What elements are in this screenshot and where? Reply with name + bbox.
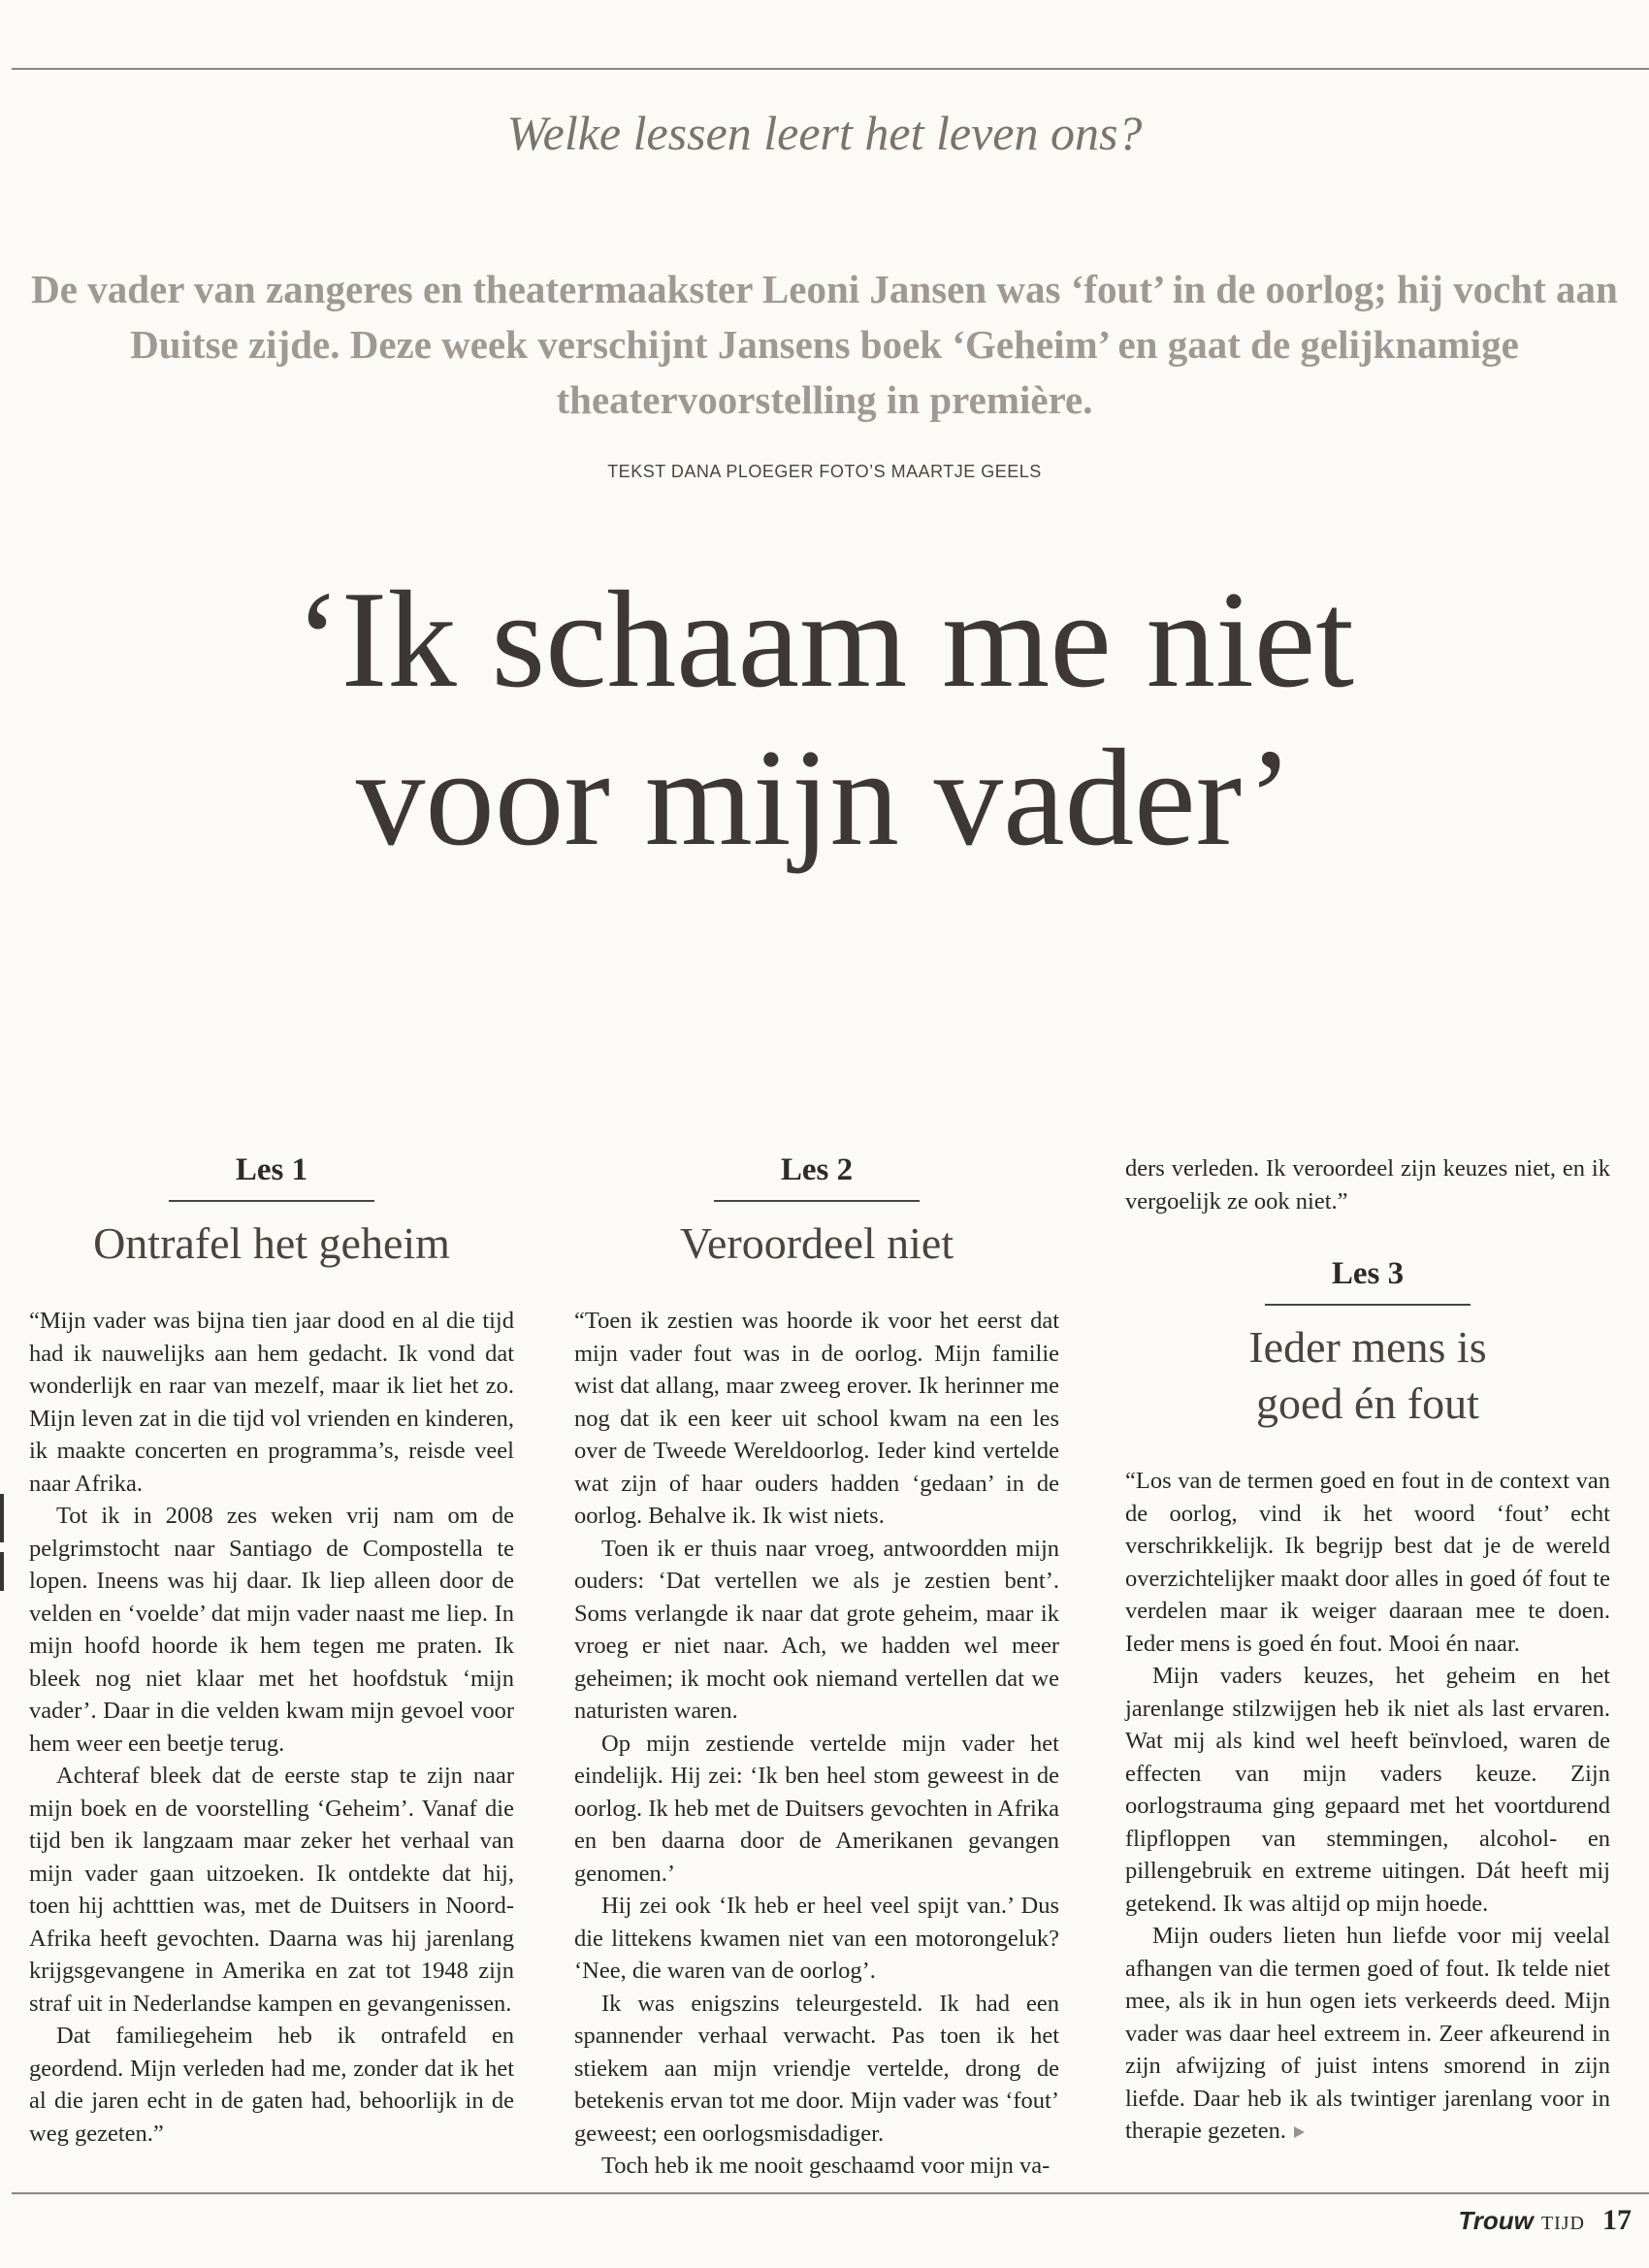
paragraph: “Mijn vader was bijna tien jaar dood en al die tijd had ik nauwelijks aan hem gedacht. Ik vond dat wonderlijk en raar van mezelf, maar ik liet het zo. Mijn leven zat in die tijd vol vrienden en kinderen, ik maakte concerten en programma’s, reisde veel naar Afrika. bbox=[29, 1308, 514, 1497]
lesson-title-line-1: Ieder mens is bbox=[1248, 1322, 1487, 1372]
paragraph: Achteraf bleek dat de eerste stap te zijn naar mijn boek en de voorstelling ‘Geheim’. Vanaf die tijd ben ik langzaam maar zeker het verhaal van mijn vader gaan uitzoeken. Ik ontdekte dat hij, toen hij achtttien was, met de Duitsers in Noord-Afrika heeft gevochten. Daarna was hij jarenlang krijgsgevangene in Amerika en zat tot 1948 zijn straf uit in Nederlandse kampen en gevangenissen. bbox=[29, 1763, 514, 2017]
bottom-rule bbox=[12, 2192, 1649, 2194]
lesson-rule bbox=[1265, 1304, 1471, 1306]
lesson-body bbox=[1125, 1465, 1610, 2148]
section-name: TIJD bbox=[1540, 2213, 1585, 2234]
lesson-title: Ontrafel het geheim bbox=[93, 1218, 450, 1268]
lesson-column-1 bbox=[29, 1152, 514, 2150]
page-footer bbox=[1458, 2204, 1632, 2237]
paragraph: Toen ik er thuis naar vroeg, antwoordden mijn ouders: ‘Dat vertellen we als je zestien bent’. Soms verlangde ik naar dat grote geheim, maar ik vroeg er niet naar. Ach, we hadden wel meer geheimen; ik mocht ook niemand vertellen dat we naturisten waren. bbox=[574, 1535, 1059, 1724]
headline-line-2: voor mijn vader’ bbox=[355, 721, 1294, 874]
newspaper-brand: Trouw bbox=[1458, 2206, 1534, 2235]
paragraph: Toch heb ik me nooit geschaamd voor mijn va- bbox=[601, 2153, 1051, 2179]
paragraph-text: Mijn ouders lieten hun liefde voor mij veelal afhangen van die termen goed of fout. Ik telde niet mee, als ik in hun ogen iets verkeerds deed. Mijn vader was daar heel extreem in. Zeer afkeurend in zijn afwijzing of juist intens smorend in zijn liefde. Daar heb ik als twintiger jarenlang voor in therapie gezeten. bbox=[1125, 1923, 1610, 2144]
credits: TEKST DANA PLOEGER FOTO’S MAARTJE GEELS bbox=[607, 462, 1042, 481]
lesson-number: Les 1 bbox=[235, 1152, 308, 1187]
paragraph: Mijn vaders keuzes, het geheim en het jarenlange stilzwijgen heb ik niet als last ervaren. Wat mij als kind wel heeft beïnvloed, waren de effecten van mijn vaders keuze. Zijn oorlogstrauma ging gepaard met het voortdurend flipfloppen van stemmingen, alcohol- en pillengebruik en extreme uitingen. Dát heeft mij getekend. Ik was altijd op mijn hoede. bbox=[1125, 1663, 1610, 1917]
triangle-right-icon bbox=[1294, 2126, 1305, 2138]
lesson-rule bbox=[169, 1200, 374, 1202]
margin-mark bbox=[0, 1552, 4, 1591]
headline-line-1: ‘Ik schaam me niet bbox=[295, 563, 1354, 716]
lesson-title-line-2: goed én fout bbox=[1256, 1378, 1479, 1428]
lesson-column-2 bbox=[574, 1152, 1059, 2183]
headline bbox=[0, 561, 1649, 877]
lesson-number: Les 2 bbox=[780, 1152, 854, 1187]
page-top-bleed bbox=[1028, 8, 1183, 37]
paragraph: ders verleden. Ik veroordeel zijn keuzes niet, en ik vergoelijk ze ook niet.” bbox=[1125, 1155, 1610, 1215]
top-rule bbox=[12, 68, 1649, 70]
series-title: Welke lessen leert het leven ons? bbox=[506, 106, 1143, 160]
page-number: 17 bbox=[1602, 2204, 1632, 2236]
paragraph: Dat familiegeheim heb ik ontrafeld en geordend. Mijn verleden had me, zonder dat ik het al die jaren echt in de gaten had, behoorlijk in de weg gezeten.” bbox=[29, 2023, 514, 2147]
intro-text: De vader van zangeres en theatermaakster Leoni Jansen was ‘fout’ in de oorlog; hij vocht aan Duitse zijde. Deze week verschijnt Jansens boek ‘Geheim’ en gaat de gelijknamige theatervoorstelling in première. bbox=[31, 267, 1618, 422]
paragraph: Op mijn zestiende vertelde mijn vader het eindelijk. Hij zei: ‘Ik ben heel stom geweest in de oorlog. Ik heb met de Duitsers gevochten in Afrika en ben daarna door de Amerikanen gevangen genomen.’ bbox=[574, 1730, 1059, 1887]
lesson-number: Les 3 bbox=[1331, 1256, 1405, 1291]
paragraph: Hij zei ook ‘Ik heb er heel veel spijt van.’ Dus die littekens kwamen niet van een motorongeluk? ‘Nee, die waren van de oorlog’. bbox=[574, 1893, 1059, 1984]
paragraph: “Los van de termen goed en fout in de context van de oorlog, vind ik het woord ‘fout’ echt verschrikkelijk. Ik begrijp best dat je de wereld overzichtelijker maakt door alles in goed óf fout te verdelen maar ik weiger daaraan mee te doen. Ieder mens is goed én fout. Mooi én naar. bbox=[1125, 1468, 1610, 1657]
lesson-title bbox=[1125, 1319, 1610, 1432]
paragraph: “Toen ik zestien was hoorde ik voor het eerst dat mijn vader fout was in de oorlog. Mijn familie wist dat allang, maar zweeg erover. Ik herinner me nog dat ik een keer uit school kwam na een les over de Tweede Wereldoorlog. Ieder kind vertelde wat zijn of haar ouders hadden ‘gedaan’ in de oorlog. Behalve ik. Ik wist niets. bbox=[574, 1308, 1059, 1529]
lesson-body bbox=[29, 1305, 514, 2150]
margin-mark bbox=[0, 1494, 4, 1542]
lesson-rule bbox=[714, 1200, 920, 1202]
paragraph bbox=[1125, 1920, 1610, 2148]
paragraph: Ik was enigszins teleurgesteld. Ik had een spannender verhaal verwacht. Pas toen ik het stiekem aan mijn vriendje vertelde, drong de betekenis ervan tot me door. Mijn vader was ‘fout’ geweest; een oorlogsmisdadiger. bbox=[574, 1990, 1059, 2147]
lesson-title: Veroordeel niet bbox=[679, 1218, 954, 1268]
paragraph: Tot ik in 2008 zes weken vrij nam om de pelgrimstocht naar Santiago de Compostella te lopen. Ineens was hij daar. Ik liep alleen door de velden en ‘voelde’ dat mijn vader naast me liep. In mijn hoofd hoorde ik hem tegen me praten. Ik bleek nog niet klaar met het hoofdstuk ‘mijn vader’. Daar in die velden kwam mijn gevoel voor hem weer een beetje terug. bbox=[29, 1503, 514, 1757]
lesson-2-continuation bbox=[1125, 1152, 1610, 1217]
lesson-column-3 bbox=[1125, 1152, 1610, 2148]
lesson-body bbox=[574, 1305, 1059, 2183]
lesson-3-heading bbox=[1125, 1256, 1610, 1432]
